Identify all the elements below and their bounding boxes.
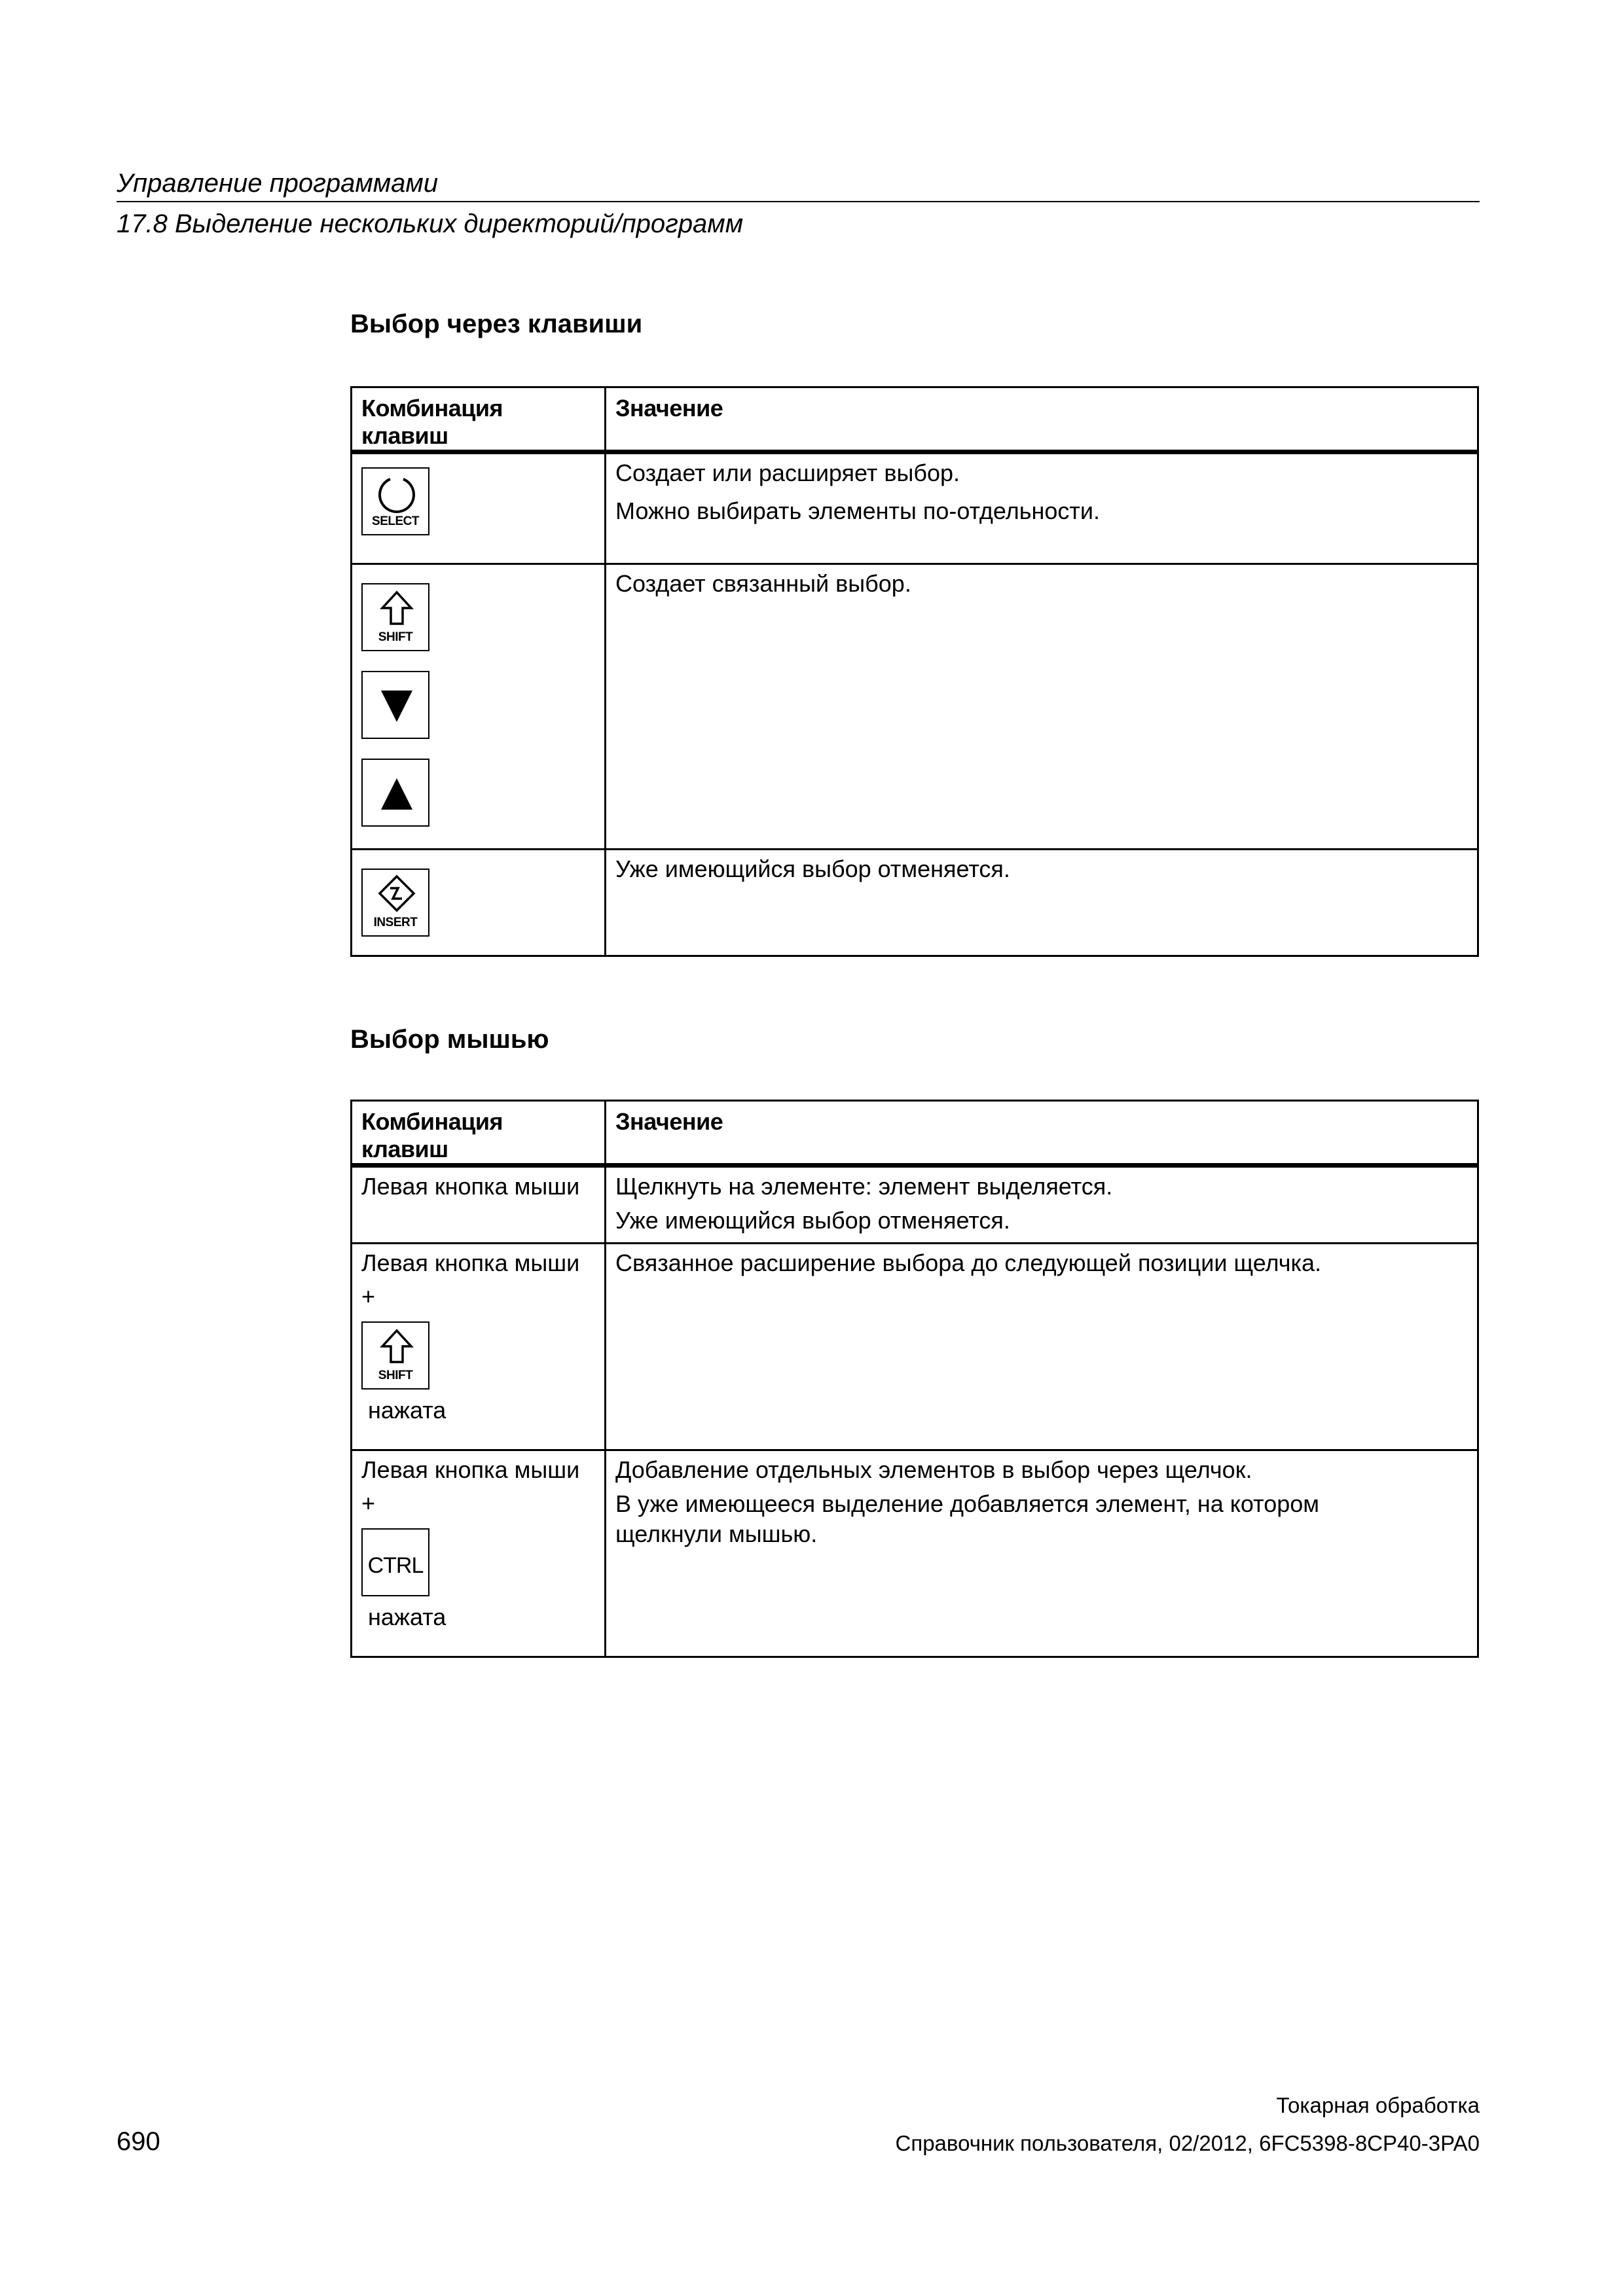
table-row (352, 452, 1478, 564)
insert-key-label: INSERT (373, 916, 418, 929)
table-row (352, 1244, 1478, 1450)
mouse-table (350, 1100, 1479, 1658)
keys-table (350, 386, 1479, 957)
combo-line: Левая кнопка мыши (361, 1173, 580, 1200)
combo-line: Левая кнопка мыши (361, 1456, 580, 1483)
arrow-down-key-icon (361, 671, 429, 739)
table-row (352, 1450, 1478, 1657)
key-cell (352, 452, 606, 564)
mouse-section-title: Выбор мышью (350, 1025, 549, 1054)
meaning-cell (606, 1450, 1478, 1657)
meaning-line: Можно выбирать элементы по-отдельности. (615, 497, 1100, 524)
key-cell (352, 564, 606, 850)
meaning-cell (606, 850, 1478, 956)
combo-cell (352, 1244, 606, 1450)
meaning-line: Создает или расширяет выбор. (615, 459, 960, 486)
meaning-line: Уже имеющийся выбор отменяется. (615, 855, 1010, 882)
arrow-up-key-icon (361, 759, 429, 827)
footer-title: Токарная обработка (1276, 2093, 1480, 2117)
combo-line: Левая кнопка мыши (361, 1249, 580, 1276)
combo-cell (352, 1450, 606, 1657)
meaning-line: Создает связанный выбор. (615, 570, 911, 597)
table-row (352, 564, 1478, 850)
running-header-chapter: Управление программами (117, 169, 439, 198)
select-key-label: SELECT (372, 514, 419, 528)
shift-key-label: SHIFT (378, 1369, 413, 1382)
column-header-combo: Комбинация клавиш (352, 387, 606, 452)
shift-key-icon (361, 1321, 429, 1390)
table-row (352, 850, 1478, 956)
meaning-line: В уже имеющееся выделение добавляется элемент, на котором (615, 1490, 1320, 1517)
shift-key-label: SHIFT (378, 630, 413, 644)
shift-key-icon (361, 583, 429, 651)
plus-sign: + (361, 1283, 376, 1310)
page-number: 690 (117, 2127, 160, 2156)
footer-doc-info: Справочник пользователя, 02/2012, 6FC5398-8CP40-3PA0 (895, 2131, 1480, 2155)
column-header-combo: Комбинация клавиш (352, 1101, 606, 1166)
meaning-line: щелкнули мышью. (615, 1520, 818, 1547)
column-header-meaning: Значение (606, 387, 1478, 452)
meaning-cell (606, 452, 1478, 564)
meaning-cell (606, 564, 1478, 850)
key-cell (352, 850, 606, 956)
pressed-label: нажата (368, 1604, 447, 1630)
meaning-line: Щелкнуть на элементе: элемент выделяется. (615, 1173, 1113, 1200)
column-header-meaning: Значение (606, 1101, 1478, 1166)
table-row (352, 1166, 1478, 1244)
pressed-label: нажата (368, 1397, 447, 1424)
insert-key-icon (361, 869, 429, 937)
keys-section-title: Выбор через клавиши (350, 310, 643, 338)
meaning-line: Уже имеющийся выбор отменяется. (615, 1207, 1010, 1234)
plus-sign: + (361, 1490, 376, 1516)
meaning-line: Связанное расширение выбора до следующей позиции щелчка. (615, 1249, 1322, 1276)
table-header-row (352, 1101, 1478, 1166)
meaning-line: Добавление отдельных элементов в выбор через щелчок. (615, 1456, 1252, 1483)
ctrl-key-label: CTRL (367, 1553, 424, 1578)
meaning-cell (606, 1166, 1478, 1244)
ctrl-key-icon (361, 1528, 429, 1596)
header-rule (117, 201, 1480, 202)
select-key-icon (361, 467, 429, 535)
meaning-cell (606, 1244, 1478, 1450)
combo-cell (352, 1166, 606, 1244)
table-header-row (352, 387, 1478, 452)
running-header-section: 17.8 Выделение нескольких директорий/программ (117, 209, 744, 238)
